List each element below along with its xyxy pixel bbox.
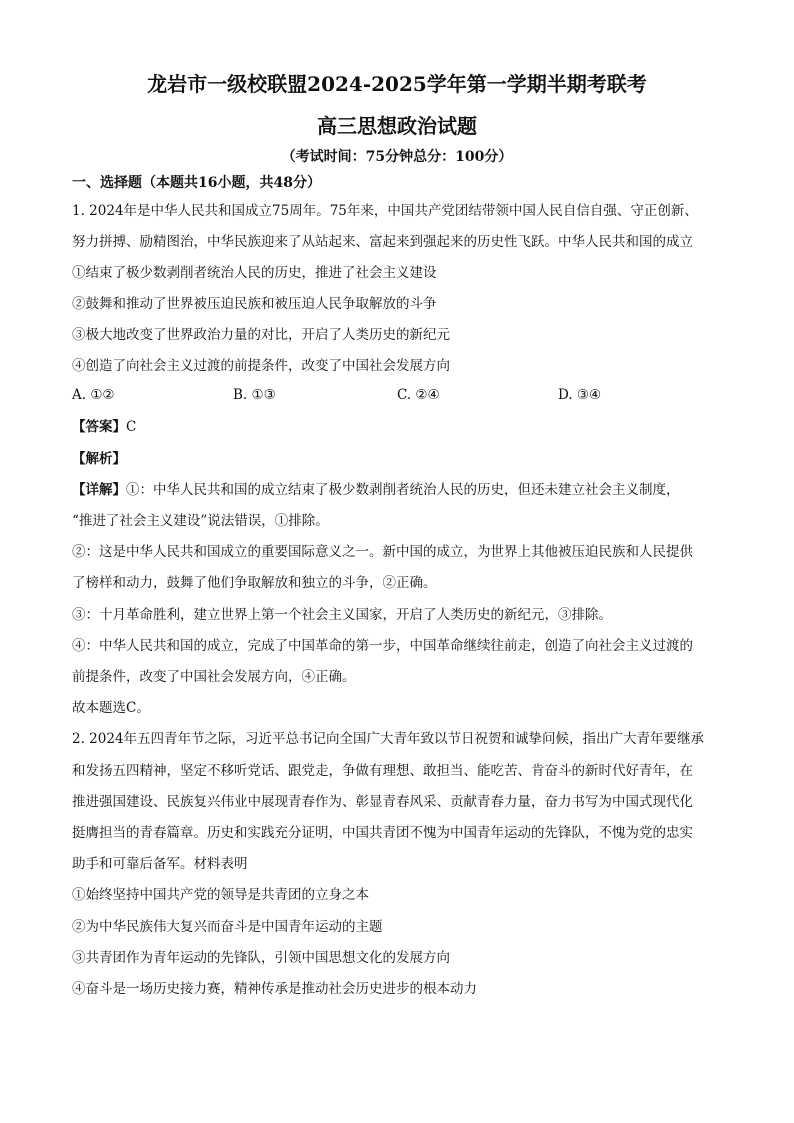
q1-option-a: A. ①② bbox=[72, 387, 115, 403]
q2-stem-line: 和发扬五四精神，坚定不移听党话、跟党走，争做有理想、敢担当、能吃苦、肯奋斗的新时代好青年，在 bbox=[72, 763, 693, 779]
answer-tag: 【答案】 bbox=[72, 419, 126, 435]
q2-item: ④奋斗是一场历史接力赛，精神传承是推动社会历史进步的根本动力 bbox=[72, 981, 477, 997]
q1-detail-line: ④：中华人民共和国的成立，完成了中国革命的第一步，中国革命继续往前走，创造了向社会主义过渡的 bbox=[72, 638, 693, 654]
q2-item: ①始终坚持中国共产党的领导是共青团的立身之本 bbox=[72, 887, 369, 903]
q1-option-d: D. ③④ bbox=[558, 387, 602, 403]
q1-detail-line: ②：这是中华人民共和国成立的重要国际意义之一。新中国的成立，为世界上其他被压迫民族和人民提供 bbox=[72, 544, 693, 560]
q1-detail-line: “推进了社会主义建设”说法错误，①排除。 bbox=[72, 513, 329, 529]
q1-stem-line: 努力拼搏、励精图治，中华民族迎来了从站起来、富起来到强起来的历史性飞跃。中华人民共和国的成立 bbox=[72, 234, 693, 250]
q1-detail-line: 了榜样和动力，鼓舞了他们争取解放和独立的斗争，②正确。 bbox=[72, 575, 437, 591]
q1-conclusion: 故本题选C。 bbox=[72, 700, 150, 716]
q1-item: ②鼓舞和推动了世界被压迫民族和被压迫人民争取解放的斗争 bbox=[72, 296, 437, 312]
q1-item: ③极大地改变了世界政治力量的对比，开启了人类历史的新纪元 bbox=[72, 327, 450, 343]
q1-detail-line: 前提条件，改变了中国社会发展方向，④正确。 bbox=[72, 669, 356, 685]
q2-stem-line: 助手和可靠后备军。材料表明 bbox=[72, 856, 248, 872]
q1-detail-line: ③：十月革命胜利，建立世界上第一个社会主义国家，开启了人类历史的新纪元，③排除。 bbox=[72, 607, 612, 623]
q1-options bbox=[72, 387, 732, 405]
exam-title: 龙岩市一级校联盟2024-2025学年第一学期半期考联考 bbox=[147, 72, 647, 96]
analysis-tag: 【解析】 bbox=[72, 451, 126, 467]
section-heading: 一、选择题（本题共16小题，共48分） bbox=[72, 175, 321, 191]
q1-answer bbox=[72, 418, 732, 436]
answer-value: C bbox=[126, 419, 137, 435]
q2-stem-line: 挺膺担当的青春篇章。历史和实践充分证明，中国共青团不愧为中国青年运动的先锋队，不愧为党的忠实 bbox=[72, 825, 693, 841]
q1-item: ④创造了向社会主义过渡的前提条件，改变了中国社会发展方向 bbox=[72, 358, 450, 374]
q2-stem-line: 推进强国建设、民族复兴伟业中展现青春作为、彰显青春风采、贡献青春力量，奋力书写为中国式现代化 bbox=[72, 794, 693, 810]
q1-item: ①结束了极少数剥削者统治人民的历史，推进了社会主义建设 bbox=[72, 265, 437, 281]
exam-subject: 高三思想政治试题 bbox=[317, 114, 477, 138]
detail-tag: 【详解】 bbox=[72, 482, 126, 498]
q2-item: ②为中华民族伟大复兴而奋斗是中国青年运动的主题 bbox=[72, 919, 383, 935]
q1-detail-line bbox=[72, 481, 732, 499]
exam-info: （考试时间：75分钟总分：100分） bbox=[281, 149, 513, 165]
q1-stem-line: 1. 2024年是中华人民共和国成立75周年。75年来，中国共产党团结带领中国人民自信自强、守正创新、 bbox=[72, 203, 698, 219]
q2-stem-line: 2. 2024年五四青年节之际，习近平总书记向全国广大青年致以节日祝贺和诚挚问候，指出广大青年要继承 bbox=[72, 731, 705, 747]
q2-item: ③共青团作为青年运动的先锋队，引领中国思想文化的发展方向 bbox=[72, 950, 450, 966]
q1-option-c: C. ②④ bbox=[397, 387, 440, 403]
q1-option-b: B. ①③ bbox=[233, 387, 276, 403]
detail-text: ①：中华人民共和国的成立结束了极少数剥削者统治人民的历史，但还未建立社会主义制度， bbox=[126, 482, 680, 498]
